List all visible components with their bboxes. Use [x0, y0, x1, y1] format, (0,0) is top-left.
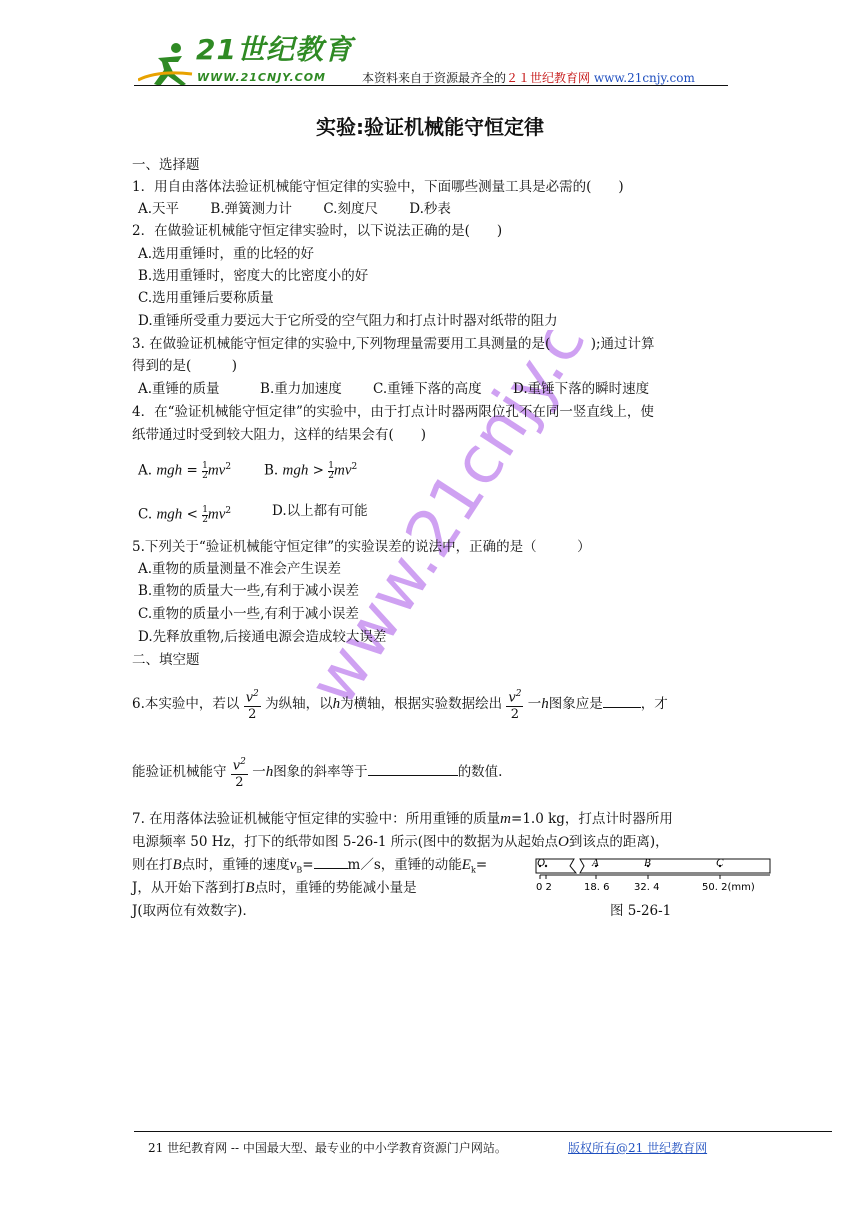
q2-option-a: A.选用重锤时，重的比轻的好: [138, 246, 315, 262]
q4-stem-line1: 4．在“验证机械能守恒定律”的实验中，由于打点计时器两限位孔不在同一竖直线上，使: [132, 404, 654, 420]
v2-over-2-fraction: $\frac{v^2}{2}$: [244, 686, 261, 723]
q2-option-d: D.重锤所受重力要远大于它所受的空气阻力和打点计时器对纸带的阻力: [138, 313, 558, 329]
q2-option-b: B.选用重锤时，密度大的比密度小的好: [138, 268, 369, 284]
tape-label-a: A: [592, 857, 599, 869]
q2-option-c: C.选用重锤后要称质量: [138, 290, 274, 306]
tape-label-b: B: [644, 857, 651, 869]
watermark-text: www.21cnjy.com: [293, 330, 605, 719]
q3-stem-line1: 3. 在做验证机械能守恒定律的实验中,下列物理量需要用工具测量的是( );通过计算: [132, 336, 655, 352]
v2-over-2-fraction: $\frac{v^2}{2}$: [506, 686, 523, 723]
q3-stem-line2: 得到的是( ): [132, 358, 238, 374]
q4-option-b: B. mgh > $\frac{1}{2}mv^2$: [264, 460, 358, 481]
logo-text: 21世纪教育: [196, 33, 353, 66]
half-fraction: $\frac{1}{2}$: [328, 460, 334, 481]
tape-label-c: C: [716, 857, 724, 869]
q6-line2: 能验证机械能守 $\frac{v^2}{2}$ 一h图象的斜率等于 的数值.: [132, 752, 502, 792]
q4-option-d: D.以上都有可能: [272, 503, 368, 519]
header-note-prefix: 本资料来自于资源最齐全的: [362, 71, 507, 85]
footer-text: 21 世纪教育网 -- 中国最大型、最专业的中小学教育资源门户网站。: [148, 1141, 507, 1155]
v2-over-2-fraction: $\frac{v^2}{2}$: [231, 754, 248, 791]
section-heading-choice: 一、选择题: [132, 157, 200, 173]
tape-value-o: 0 2: [536, 882, 552, 893]
q6-blank-1[interactable]: [603, 707, 641, 708]
q1-options: A.天平 B.弹簧测力计 C.刻度尺 D.秒表: [138, 201, 451, 217]
q5-option-d: D.先释放重物,后接通电源会造成较大误差: [138, 629, 387, 645]
running-figure-icon: [138, 40, 198, 88]
q4-option-a: A. mgh = $\frac{1}{2}mv^2$: [138, 460, 232, 481]
section-heading-fill: 二、填空题: [132, 652, 200, 668]
half-fraction: $\frac{1}{2}$: [202, 460, 208, 481]
q7-blank-velocity[interactable]: [314, 868, 348, 869]
q4-option-c: C. mgh < $\frac{1}{2}mv^2$: [138, 504, 232, 525]
q2-stem: 2．在做验证机械能守恒定律实验时，以下说法正确的是( ): [132, 223, 503, 239]
q4-stem-line2: 纸带通过时受到较大阻力，这样的结果会有( ): [132, 427, 427, 443]
tape-value-b: 32. 4: [634, 882, 660, 893]
paper-tape-figure: [534, 857, 774, 895]
q7-line3: 则在打B点时，重锤的速度$v_B=$ m／s，重锤的动能$E_k=$: [132, 857, 488, 875]
tape-value-c: 50. 2(mm): [702, 882, 755, 893]
q7-line1: 7. 在用落体法验证机械能守恒定律的实验中：所用重锤的质量m=1.0 kg，打点计时器所用: [132, 811, 673, 827]
half-fraction: $\frac{1}{2}$: [202, 504, 208, 525]
q7-line5: J(取两位有效数字)．: [132, 903, 256, 919]
q6-line1: 6.本实验中，若以 $\frac{v^2}{2}$ 为纵轴，以h为横轴，根据实验数据绘出 $\frac{v^2}{2}$ 一h图象应是 ，才: [132, 684, 668, 724]
footer-divider: [134, 1131, 832, 1132]
q5-option-c: C.重物的质量小一些,有利于减小误差: [138, 606, 359, 622]
q7-line4: J，从开始下落到打B点时，重锤的势能减小量是: [132, 880, 417, 896]
header-divider: [134, 85, 728, 86]
q5-stem: 5.下列关于“验证机械能守恒定律”的实验误差的说法中，正确的是（ ）: [132, 539, 591, 555]
q5-option-b: B.重物的质量大一些,有利于减小误差: [138, 583, 360, 599]
footer-copyright-link[interactable]: 版权所有@21 世纪教育网: [568, 1141, 708, 1155]
figure-caption: 图 5-26-1: [610, 903, 672, 919]
page-title: 实验:验证机械能守恒定律: [316, 115, 544, 139]
q6-blank-2[interactable]: [368, 775, 458, 776]
q5-option-a: A.重物的质量测量不准会产生误差: [138, 561, 342, 577]
q7-line2: 电源频率 50 Hz，打下的纸带如图 5-26-1 所示(图中的数据为从起始点O到该点的距离)，: [132, 834, 669, 850]
header-note-site: ２１世纪教育网: [506, 71, 591, 85]
header-note-url: www.21cnjy.com: [593, 71, 695, 85]
q3-options: A.重锤的质量 B.重力加速度 C.重锤下落的高度 D.重锤下落的瞬时速度: [138, 381, 650, 397]
tape-label-o: O: [537, 857, 545, 869]
q1-stem: 1．用自由落体法验证机械能守恒定律的实验中，下面哪些测量工具是必需的( ): [132, 179, 624, 195]
tape-value-a: 18. 6: [584, 882, 610, 893]
logo-url: WWW.21CNJY.COM: [197, 71, 326, 84]
